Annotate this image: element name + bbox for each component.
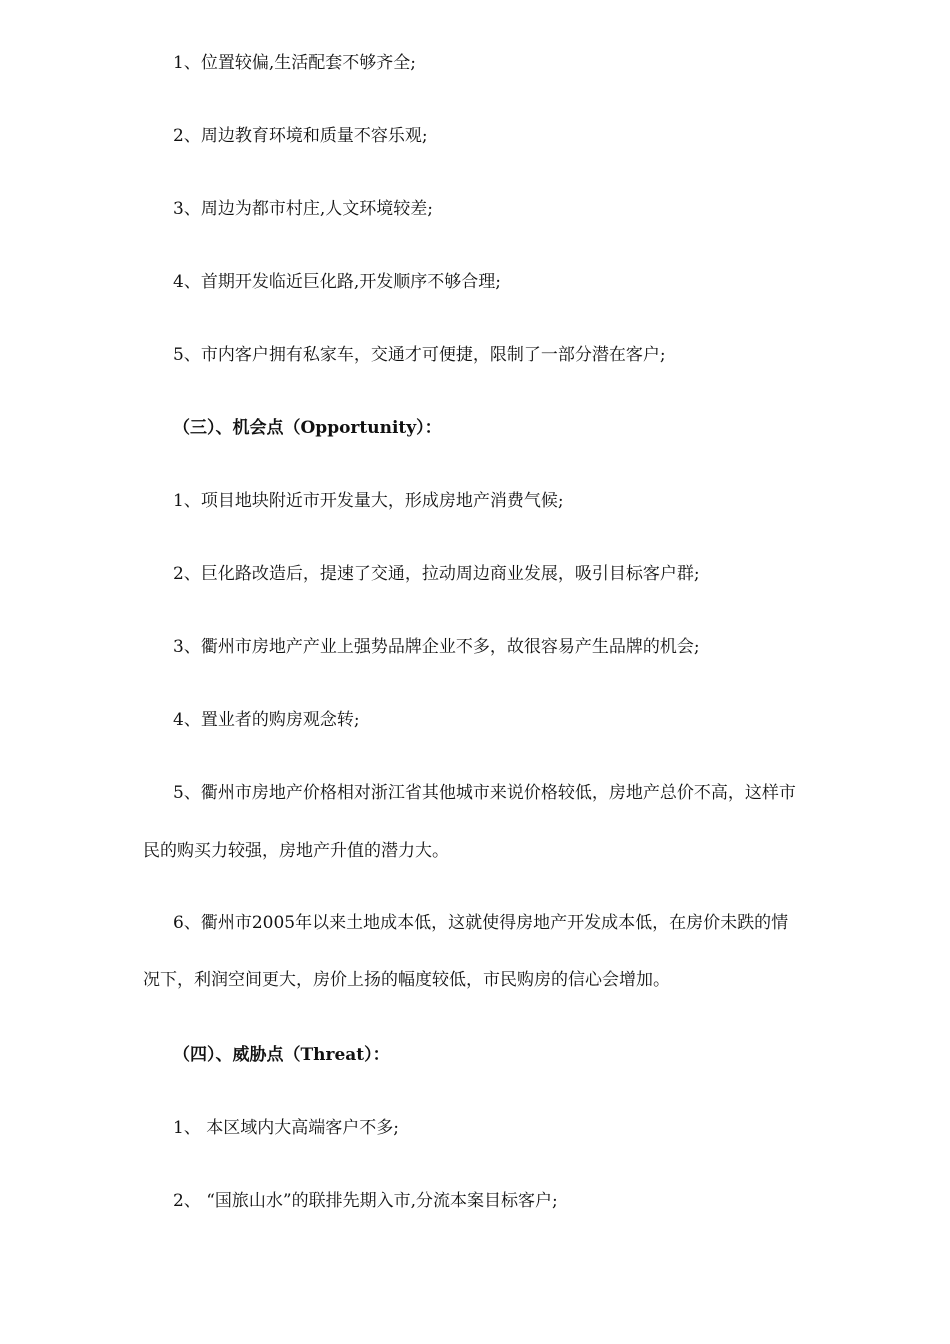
opportunity-item-1: 1、项目地块附近市开发量大，形成房地产消费气候; bbox=[173, 491, 564, 511]
weakness-item-4: 4、首期开发临近巨化路,开发顺序不够合理; bbox=[173, 272, 501, 292]
opportunity-item-2: 2、巨化路改造后，提速了交通，拉动周边商业发展，吸引目标客户群; bbox=[173, 564, 700, 584]
opportunity-item-4: 4、置业者的购房观念转; bbox=[173, 710, 360, 730]
threat-item-1: 1、 本区域内大高端客户不多; bbox=[173, 1118, 399, 1138]
opportunity-item-6-line-1: 6、衢州市2005年以来土地成本低，这就使得房地产开发成本低，在房价未跌的情 bbox=[173, 913, 789, 933]
opportunity-item-5-line-1: 5、衢州市房地产价格相对浙江省其他城市来说价格较低，房地产总价不高，这样市 bbox=[173, 783, 796, 803]
weakness-item-2: 2、周边教育环境和质量不容乐观; bbox=[173, 126, 428, 146]
weakness-item-5: 5、市内客户拥有私家车，交通才可便捷，限制了一部分潜在客户; bbox=[173, 345, 666, 365]
opportunity-heading: （三）、机会点（Opportunity）： bbox=[173, 418, 442, 438]
threat-item-2: 2、 “国旅山水”的联排先期入市,分流本案目标客户; bbox=[173, 1191, 558, 1211]
opportunity-item-5-line-2: 民的购买力较强，房地产升值的潜力大。 bbox=[143, 841, 449, 861]
threat-heading: （四）、威胁点（Threat）： bbox=[173, 1045, 390, 1065]
opportunity-item-6-line-2: 况下，利润空间更大，房价上扬的幅度较低，市民购房的信心会增加。 bbox=[143, 970, 670, 990]
weakness-item-3: 3、周边为都市村庄,人文环境较差; bbox=[173, 199, 433, 219]
weakness-item-1: 1、位置较偏,生活配套不够齐全; bbox=[173, 53, 416, 73]
opportunity-item-3: 3、衢州市房地产产业上强势品牌企业不多，故很容易产生品牌的机会; bbox=[173, 637, 700, 657]
